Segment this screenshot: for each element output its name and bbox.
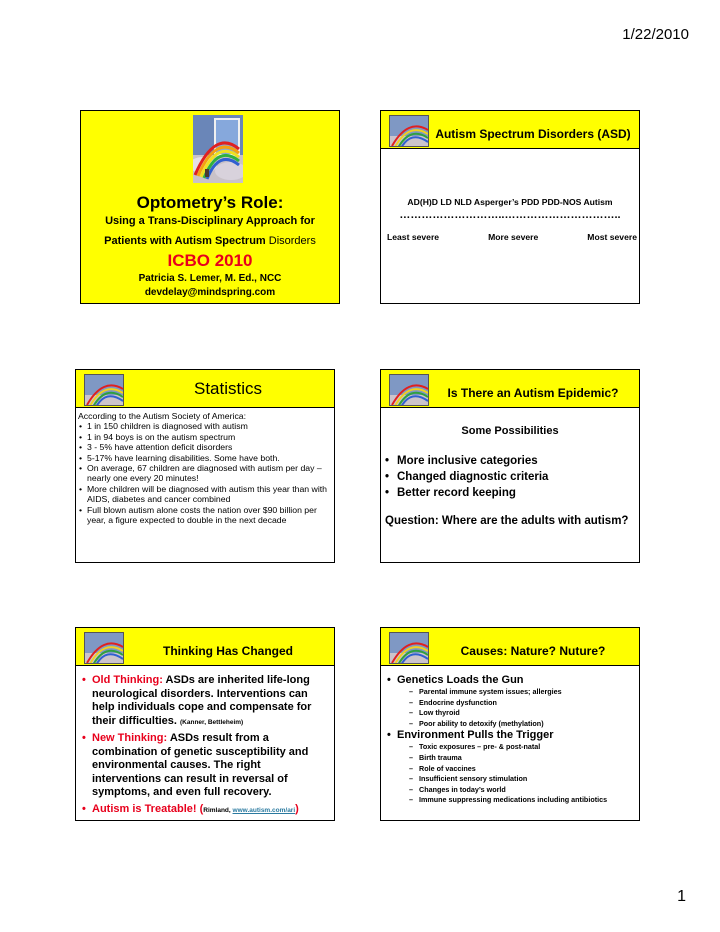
rainbow-thumbnail-icon: [389, 632, 429, 664]
causes-genetics: • Genetics Loads the Gun: [387, 674, 637, 687]
list-item: – Endocrine dysfunction: [409, 698, 637, 709]
old-thinking: [82, 674, 330, 729]
slide-header-title: Is There an Autism Epidemic?: [447, 386, 619, 400]
treatable-close: ): [295, 802, 299, 815]
severity-more: More severe: [488, 232, 539, 242]
thinking-body: [82, 674, 330, 820]
old-thinking-cite: (Kanner, Bettleheim): [180, 718, 244, 726]
old-thinking-text: ASDs are inherited life-long neurological disorders. Interventions can help individuals cope and compensate for their difficulties.: [92, 674, 312, 727]
spectrum-dots: ………………………..…………………………..: [399, 209, 621, 221]
slide-header-title: Causes: Nature? Nuture?: [460, 644, 606, 658]
list-item: – Low thyroid: [409, 708, 637, 719]
statistics-body: [78, 411, 332, 525]
list-item: – Parental immune system issues; allergies: [409, 687, 637, 698]
list-item: – Poor ability to detoxify (methylation): [409, 719, 637, 730]
rainbow-thumbnail-icon: [389, 374, 429, 406]
new-thinking-text: ASDs result from a combination of genetic susceptibility and environmental causes. The right interventions can result in reversal of symptoms, and even full recovery.: [92, 732, 309, 798]
treatable-link[interactable]: www.autism.com/ari: [232, 806, 296, 814]
slide-asd: [380, 110, 640, 304]
list-item: • 1 in 150 children is diagnosed with autism: [78, 421, 332, 431]
slide-epidemic: [380, 369, 640, 563]
genetics-list: [409, 687, 637, 729]
environment-list: [409, 742, 637, 806]
epidemic-question: Question: Where are the adults with autism?: [385, 515, 629, 527]
rainbow-thumbnail-icon: [84, 374, 124, 406]
epidemic-subtitle: Some Possibilities: [461, 425, 559, 437]
statistics-intro: According to the Autism Society of America:: [78, 411, 247, 421]
list-item: • 5-17% have learning disabilities. Some have both.: [78, 453, 332, 463]
slide-header-title: Thinking Has Changed: [162, 644, 293, 658]
treatable-label: Autism is Treatable! (: [92, 802, 204, 815]
line3-plain: Disorders: [268, 235, 316, 247]
new-thinking-label: New Thinking:: [92, 732, 168, 744]
list-item: – Immune suppressing medications including antibiotics: [409, 795, 637, 806]
list-item: • Better record keeping: [385, 485, 548, 501]
old-thinking-label: Old Thinking:: [92, 674, 163, 686]
causes-body: [387, 674, 637, 806]
author-email: devdelay@mindspring.com: [144, 287, 276, 298]
list-item: • 1 in 94 boys is on the autism spectrum: [78, 432, 332, 442]
slide-title-subtitle: Using a Trans-Disciplinary Approach for: [105, 215, 315, 227]
list-item: – Insufficient sensory stimulation: [409, 774, 637, 785]
list-item: • Full blown autism alone costs the nation over $90 billion per year, a figure expected to double in the next decade: [78, 505, 332, 526]
slide-header: [381, 628, 639, 666]
rainbow-window-image: [193, 115, 243, 183]
list-item: • More inclusive categories: [385, 453, 548, 469]
list-item: • More children will be diagnosed with autism this year than with AIDS, diabetes and cancer combined: [78, 484, 332, 505]
event-name: ICBO 2010: [167, 251, 253, 270]
slide-header-title: Statistics: [193, 379, 263, 398]
slide-statistics: [75, 369, 335, 563]
slide-header-title: Autism Spectrum Disorders (ASD): [435, 127, 631, 141]
rainbow-thumbnail-icon: [84, 632, 124, 664]
treatable: [82, 803, 330, 818]
slide-header: [76, 628, 334, 666]
list-item: – Toxic exposures – pre- & post-natal: [409, 742, 637, 753]
list-item: • 3 - 5% have attention deficit disorders: [78, 442, 332, 452]
slide-causes: [380, 627, 640, 821]
rainbow-thumbnail-icon: [389, 115, 429, 147]
author: Patricia S. Lemer, M. Ed., NCC: [138, 273, 282, 284]
slide-thinking: [75, 627, 335, 821]
page-number: 1: [677, 888, 686, 905]
severity-most: Most severe: [587, 232, 637, 242]
slide-header: [76, 370, 334, 408]
page-date: 1/22/2010: [622, 26, 689, 43]
list-item: – Birth trauma: [409, 753, 637, 764]
statistics-list: [78, 421, 332, 525]
list-item: – Changes in today’s world: [409, 785, 637, 796]
slide-title-heading: Optometry’s Role:: [136, 193, 284, 212]
list-item: • Changed diagnostic criteria: [385, 469, 548, 485]
epidemic-list: [385, 453, 548, 501]
slide-title-line3: [81, 235, 339, 247]
spectrum-list: AD(H)D LD NLD Asperger’s PDD PDD-NOS Autism: [407, 197, 613, 207]
severity-least: Least severe: [387, 232, 440, 242]
severity-labels: [387, 232, 637, 242]
slide-header: [381, 111, 639, 149]
new-thinking: [82, 732, 330, 800]
line3-bold: Patients with Autism Spectrum: [104, 235, 266, 247]
list-item: • On average, 67 children are diagnosed with autism per day – nearly one every 20 minutes!: [78, 463, 332, 484]
slide-title: [80, 110, 340, 304]
slide-header: [381, 370, 639, 408]
treatable-cite: Rimland,: [203, 806, 233, 814]
list-item: – Role of vaccines: [409, 764, 637, 775]
causes-environment: • Environment Pulls the Trigger: [387, 729, 637, 742]
